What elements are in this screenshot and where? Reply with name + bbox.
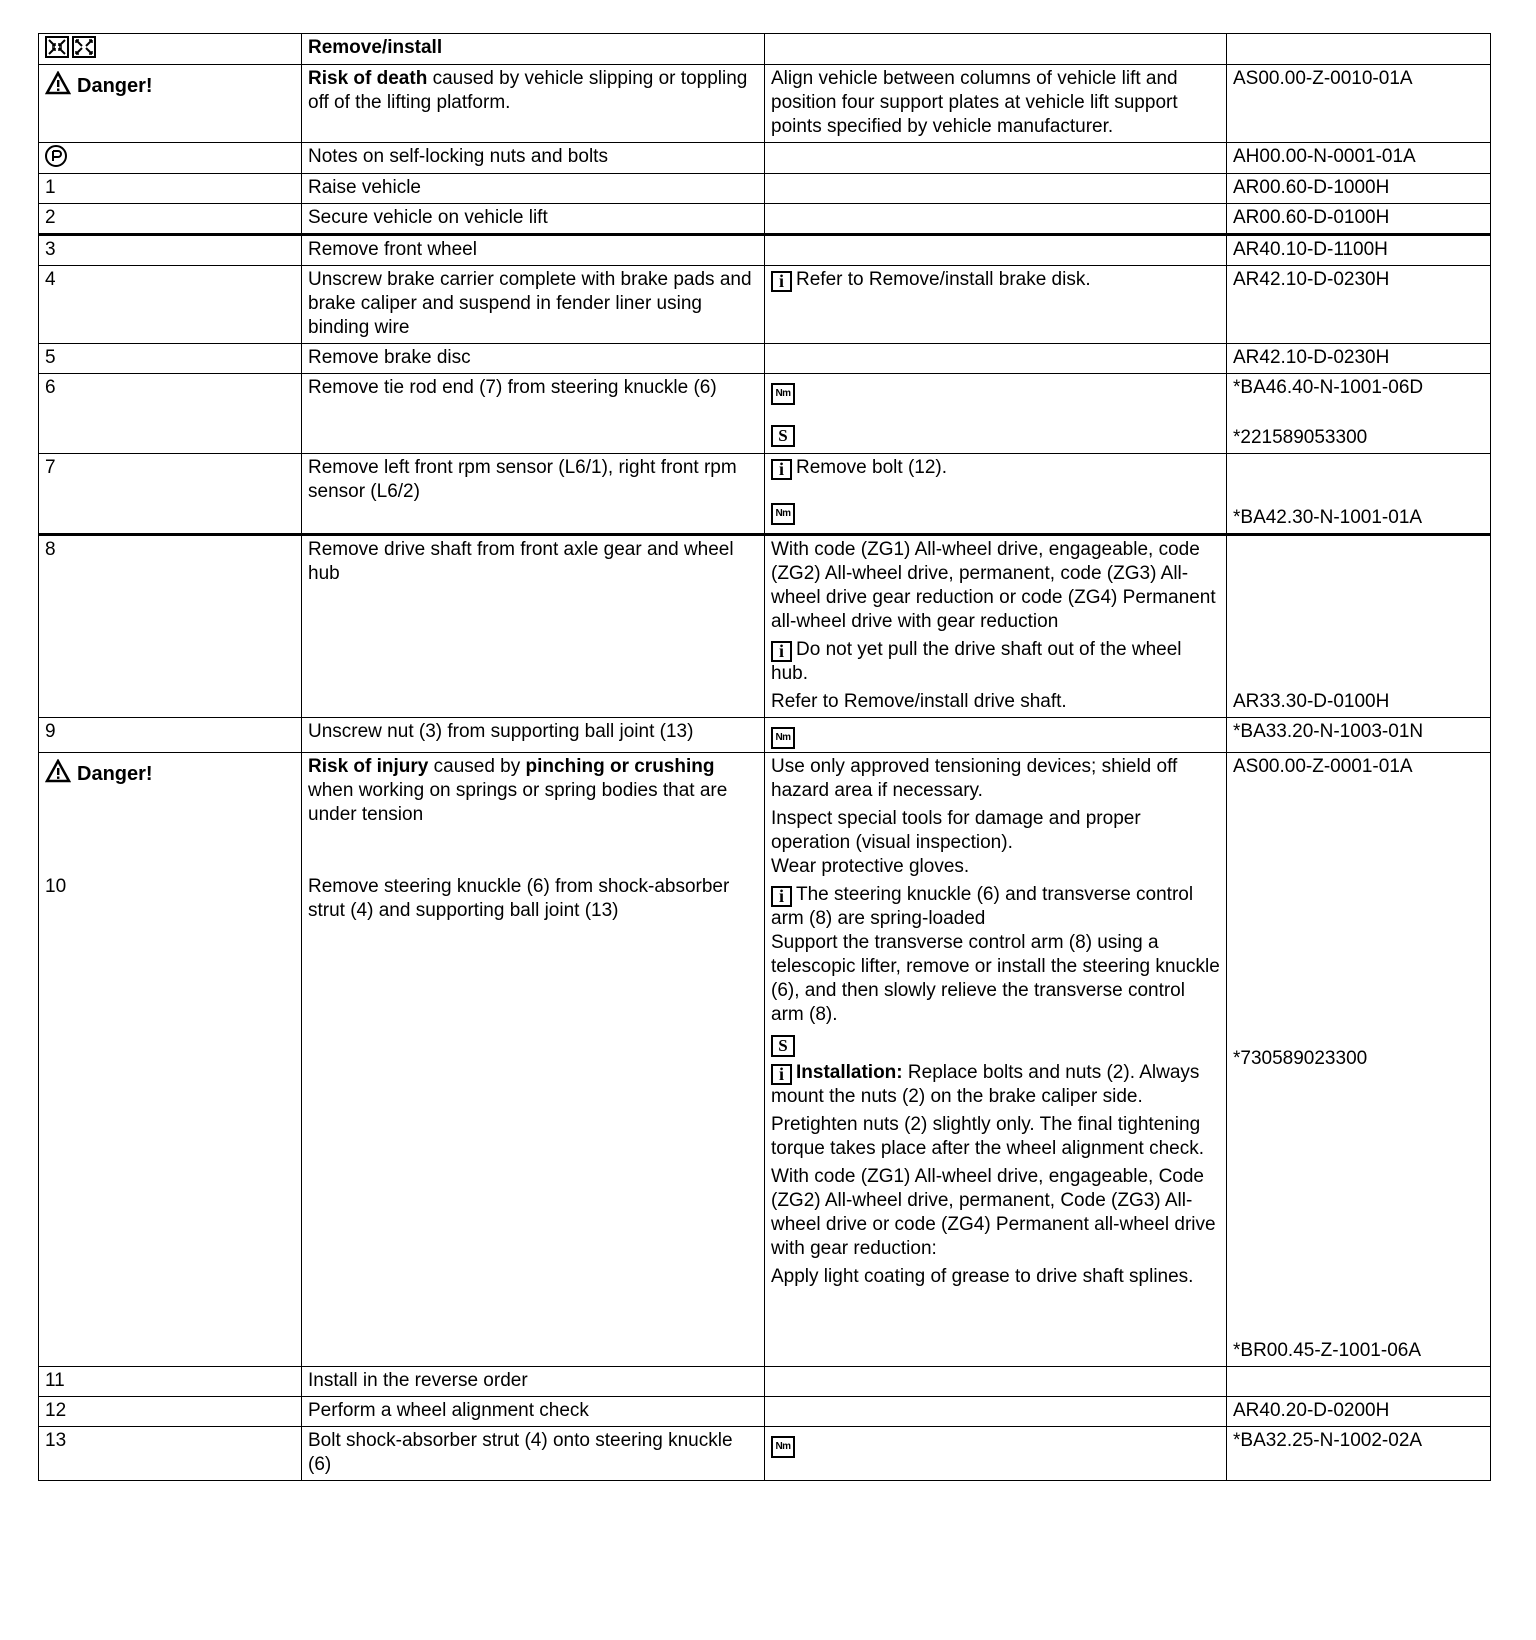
info-icon: i — [771, 271, 792, 292]
step-number: 12 — [39, 1397, 302, 1427]
measure-text: Align vehicle between columns of vehicle lift and position four support plates at vehicle lift support points specified by vehicle manufacturer. — [765, 65, 1227, 143]
installation-label: Installation: — [796, 1062, 903, 1083]
reference-link[interactable]: AR40.20-D-0200H — [1227, 1397, 1491, 1427]
risk-hazard: pinching or crushing — [525, 756, 715, 777]
remove-icon — [45, 36, 69, 58]
procedure-table — [38, 33, 1491, 1481]
table-row — [39, 235, 1491, 266]
table-row — [39, 535, 1491, 718]
info-icon: i — [771, 886, 792, 907]
risk-title: Risk of injury — [308, 756, 429, 777]
step-number: 5 — [39, 344, 302, 374]
notes-icon — [45, 145, 67, 167]
info-icon: i — [771, 459, 792, 480]
table-row: Danger! 10 Risk of injury caused by pinching or crushing when working on springs or spring bodies that are under tension Remove steering knuckle (6) from shock-absorber strut (4) and supporting ball joint (13) Use only approved tensioning devices; shield off hazard area if necessary. Inspect special tools for damage and proper operation (visual inspection). Wear protective gloves. i The steering knuckle (6) and transverse control arm (8) are spring-loaded Support the transverse control arm (8) using a telescopic lifter, remove or install the steering knuckle (6), and then slowly relieve the transverse control arm (8). S i Installation: Replace bolts and nuts (2). Always mount the nuts (2) on the brake caliper side. Pretighten nuts (2) slightly only. The final tightening torque takes place after the wheel alignment check. With code (ZG1) All-wheel drive, engageable, Code (ZG2) All-wheel drive, permanent, Code (ZG3) All-wheel drive or code (ZG4) Permanent all-wheel drive with gear reduction: Apply light coating of grease to drive shaft splines. AS00.00-Z-0001-01A *730589023300 *BR00.45-Z-1001-06A — [39, 753, 1491, 1367]
table-row — [39, 34, 1491, 65]
step-number: 9 — [39, 718, 302, 753]
reference-link[interactable]: AR00.60-D-0100H — [1227, 204, 1491, 235]
step-number: 13 — [39, 1427, 302, 1481]
torque-icon: Nm — [771, 503, 795, 525]
step-number: 4 — [39, 266, 302, 344]
header-icons — [39, 34, 302, 65]
table-row — [39, 718, 1491, 753]
reference-link[interactable]: AR00.60-D-1000H — [1227, 174, 1491, 204]
install-icon — [72, 36, 96, 58]
info-icon: i — [771, 1064, 792, 1085]
risk-title: Risk of death — [308, 68, 428, 89]
table-row — [39, 1427, 1491, 1481]
torque-icon: Nm — [771, 1436, 795, 1458]
step-number: 2 — [39, 204, 302, 235]
reference-link[interactable]: AR42.10-D-0230H — [1227, 344, 1491, 374]
reference-link[interactable]: AR33.30-D-0100H — [1227, 535, 1491, 718]
step-text: Install in the reverse order — [302, 1367, 765, 1397]
step-number: 6 — [39, 374, 302, 454]
step-number: 11 — [39, 1367, 302, 1397]
step-text: Remove drive shaft from front axle gear and wheel hub — [302, 535, 765, 718]
step-text: Bolt shock-absorber strut (4) onto steering knuckle (6) — [302, 1427, 765, 1481]
note-text: The steering knuckle (6) and transverse control arm (8) are spring-loaded — [771, 884, 1194, 929]
step-text: Notes on self-locking nuts and bolts — [302, 143, 765, 174]
warning-triangle-icon — [45, 759, 71, 783]
torque-icon: Nm — [771, 727, 795, 749]
step-text: Raise vehicle — [302, 174, 765, 204]
table-row — [39, 174, 1491, 204]
risk-text: caused by vehicle slipping or toppling off of the lifting platform. — [308, 68, 748, 113]
step-number: 3 — [39, 235, 302, 266]
reference-link[interactable]: AR42.10-D-0230H — [1227, 266, 1491, 344]
table-row — [39, 65, 1491, 143]
table-row — [39, 1397, 1491, 1427]
special-tool-icon: S — [771, 425, 795, 447]
step-text: Unscrew nut (3) from supporting ball joint (13) — [302, 718, 765, 753]
step-text: Secure vehicle on vehicle lift — [302, 204, 765, 235]
grease-text: Apply light coating of grease to drive shaft splines. — [771, 1266, 1194, 1287]
info-icon: i — [771, 641, 792, 662]
reference-link[interactable]: AS00.00-Z-0010-01A — [1227, 65, 1491, 143]
tool-reference-link[interactable]: *730589023300 — [1233, 1048, 1368, 1069]
table-row — [39, 344, 1491, 374]
note-text: Support the transverse control arm (8) using a telescopic lifter, remove or install the steering knuckle (6), and then slowly relieve the transverse control arm (8). — [771, 932, 1220, 1025]
step-text: Unscrew brake carrier complete with brake pads and brake caliper and suspend in fender liner using binding wire — [302, 266, 765, 344]
danger-label: Danger! — [77, 763, 153, 785]
torque-reference-link[interactable]: *BA46.40-N-1001-06D — [1233, 377, 1424, 398]
measure-text: Use only approved tensioning devices; shield off hazard area if necessary. — [771, 756, 1178, 801]
step-text: Remove brake disc — [302, 344, 765, 374]
reference-link[interactable]: *BA32.25-N-1002-02A — [1227, 1427, 1491, 1481]
step-number: 1 — [39, 174, 302, 204]
note-text: Remove bolt (12). — [796, 457, 948, 478]
grease-reference-link[interactable]: *BR00.45-Z-1001-06A — [1233, 1340, 1421, 1361]
note-text: Refer to Remove/install brake disk. — [796, 269, 1091, 290]
reference-link[interactable]: AR40.10-D-1100H — [1227, 235, 1491, 266]
tool-reference-link[interactable]: *221589053300 — [1233, 427, 1368, 448]
table-row — [39, 204, 1491, 235]
measure-text: Wear protective gloves. — [771, 856, 970, 877]
measure-text: Inspect special tools for damage and proper operation (visual inspection). — [771, 808, 1141, 853]
step-text: Remove steering knuckle (6) from shock-absorber strut (4) and supporting ball joint (13) — [308, 876, 730, 921]
reference-link[interactable]: *BA33.20-N-1003-01N — [1227, 718, 1491, 753]
reference-link[interactable]: AH00.00-N-0001-01A — [1227, 143, 1491, 174]
step-number: 8 — [39, 535, 302, 718]
step-text: Remove left front rpm sensor (L6/1), right front rpm sensor (L6/2) — [302, 454, 765, 535]
header-title: Remove/install — [302, 34, 765, 65]
reference-link[interactable]: AS00.00-Z-0001-01A — [1233, 756, 1413, 777]
table-row — [39, 1367, 1491, 1397]
refer-text: Refer to Remove/install drive shaft. — [771, 691, 1067, 712]
risk-text: when working on springs or spring bodies that are under tension — [308, 780, 728, 825]
table-row — [39, 374, 1491, 454]
torque-reference-link[interactable]: *BA42.30-N-1001-01A — [1233, 507, 1423, 528]
table-row — [39, 143, 1491, 174]
danger-label: Danger! — [77, 75, 153, 97]
step-text: Remove tie rod end (7) from steering knuckle (6) — [302, 374, 765, 454]
special-tool-icon: S — [771, 1035, 795, 1057]
warning-triangle-icon — [45, 71, 71, 95]
step-text: Remove front wheel — [302, 235, 765, 266]
torque-icon: Nm — [771, 383, 795, 405]
step-text: Perform a wheel alignment check — [302, 1397, 765, 1427]
pretighten-text: Pretighten nuts (2) slightly only. The final tightening torque takes place after the wheel alignment check. — [771, 1114, 1205, 1159]
table-row — [39, 266, 1491, 344]
table-row — [39, 454, 1491, 535]
step-number: 7 — [39, 454, 302, 535]
code-text: With code (ZG1) All-wheel drive, engageable, code (ZG2) All-wheel drive, permanent, code (ZG3) All-wheel drive gear reduction or code (ZG4) Permanent all-wheel drive with gear reduction — [771, 539, 1216, 632]
code-text: With code (ZG1) All-wheel drive, engageable, Code (ZG2) All-wheel drive, permanent, Code (ZG3) All-wheel drive or code (ZG4) Permanent all-wheel drive with gear reduction: — [771, 1166, 1216, 1259]
installation-text: Replace bolts and nuts (2). Always mount the nuts (2) on the brake caliper side. — [771, 1062, 1200, 1107]
note-text: Do not yet pull the drive shaft out of the wheel hub. — [771, 639, 1182, 684]
step-number: 10 — [45, 876, 67, 897]
